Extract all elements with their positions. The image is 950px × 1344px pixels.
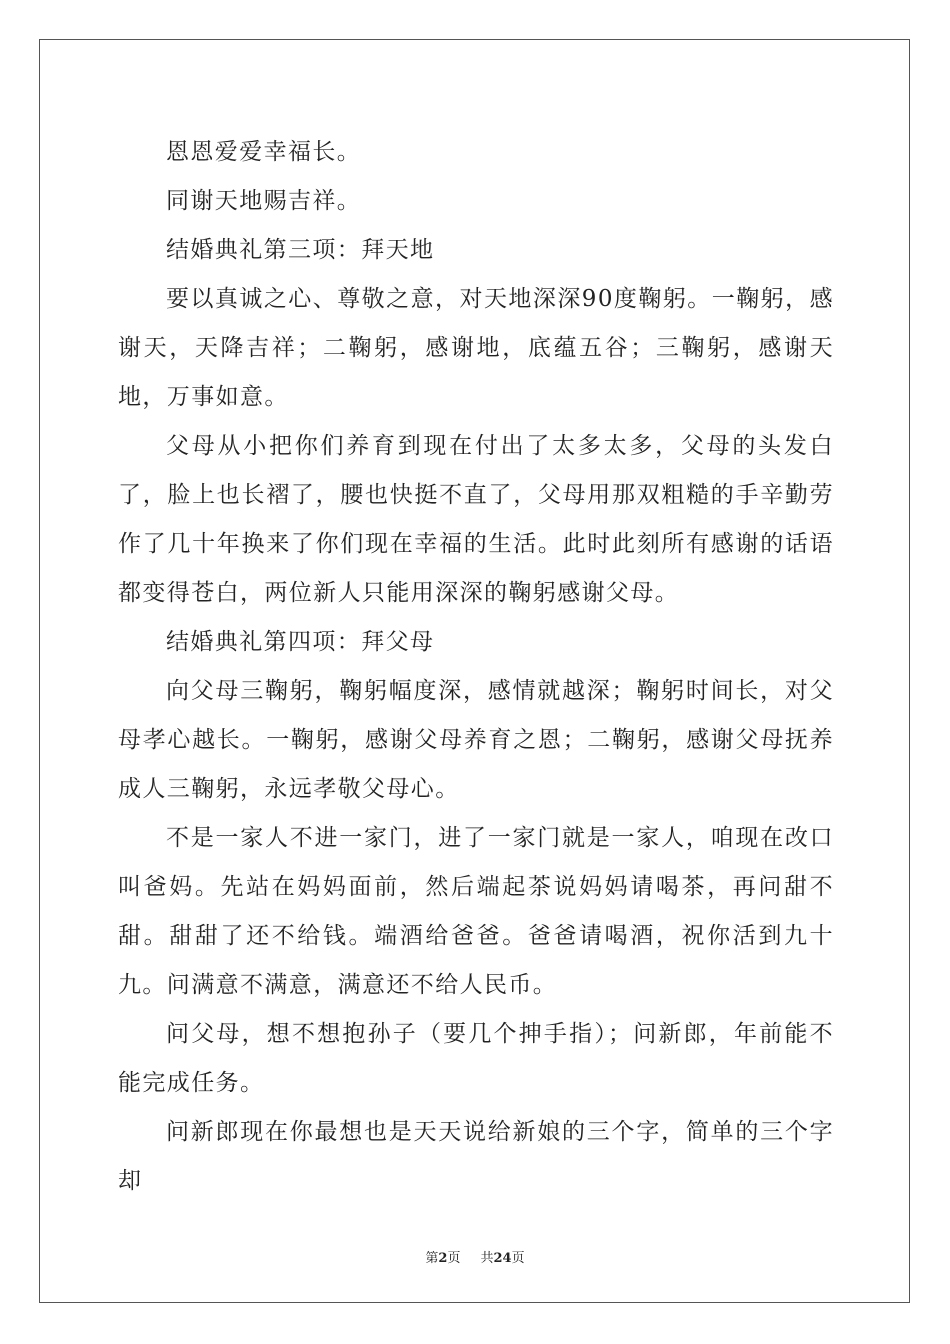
document-body xyxy=(118,128,834,1206)
paragraph: 问新郎现在你最想也是天天说给新娘的三个字，简单的三个字却 xyxy=(118,1119,834,1194)
section-heading: 结婚典礼第三项：拜天地 xyxy=(166,237,435,263)
page-footer xyxy=(0,1247,950,1266)
page-number: 2 xyxy=(438,1251,448,1266)
total-suffix: 页 xyxy=(511,1251,525,1266)
paragraph: 恩恩爱爱幸福长。 xyxy=(166,139,362,165)
paragraph: 要以真诚之心、尊敬之意，对天地深深90度鞠躬。一鞠躬，感谢天，天降吉祥；二鞠躬，感谢地，底蕴五谷；三鞠躬，感谢天地，万事如意。 xyxy=(118,286,834,410)
total-prefix: 共 xyxy=(480,1251,494,1266)
page-suffix: 页 xyxy=(447,1251,461,1266)
paragraph: 同谢天地赐吉祥。 xyxy=(166,188,362,214)
page-indicator xyxy=(425,1247,460,1266)
total-pages: 24 xyxy=(493,1251,512,1266)
total-pages-indicator xyxy=(480,1247,524,1266)
paragraph: 向父母三鞠躬，鞠躬幅度深，感情就越深；鞠躬时间长，对父母孝心越长。一鞠躬，感谢父母养育之恩；二鞠躬，感谢父母抚养成人三鞠躬，永远孝敬父母心。 xyxy=(118,678,834,802)
paragraph: 不是一家人不进一家门，进了一家门就是一家人，咱现在改口叫爸妈。先站在妈妈面前，然后端起茶说妈妈请喝茶，再问甜不甜。甜甜了还不给钱。端酒给爸爸。爸爸请喝酒，祝你活到九十九。问满意不满意，满意还不给人民币。 xyxy=(118,825,834,998)
paragraph: 父母从小把你们养育到现在付出了太多太多，父母的头发白了，脸上也长褶了，腰也快挺不直了，父母用那双粗糙的手辛勤劳作了几十年换来了你们现在幸福的生活。此时此刻所有感谢的话语都变得苍白，两位新人只能用深深的鞠躬感谢父母。 xyxy=(118,433,834,606)
section-heading: 结婚典礼第四项：拜父母 xyxy=(166,629,435,655)
paragraph: 问父母，想不想抱孙子（要几个抻手指）；问新郎，年前能不能完成任务。 xyxy=(118,1021,834,1096)
page-prefix: 第 xyxy=(425,1251,439,1266)
